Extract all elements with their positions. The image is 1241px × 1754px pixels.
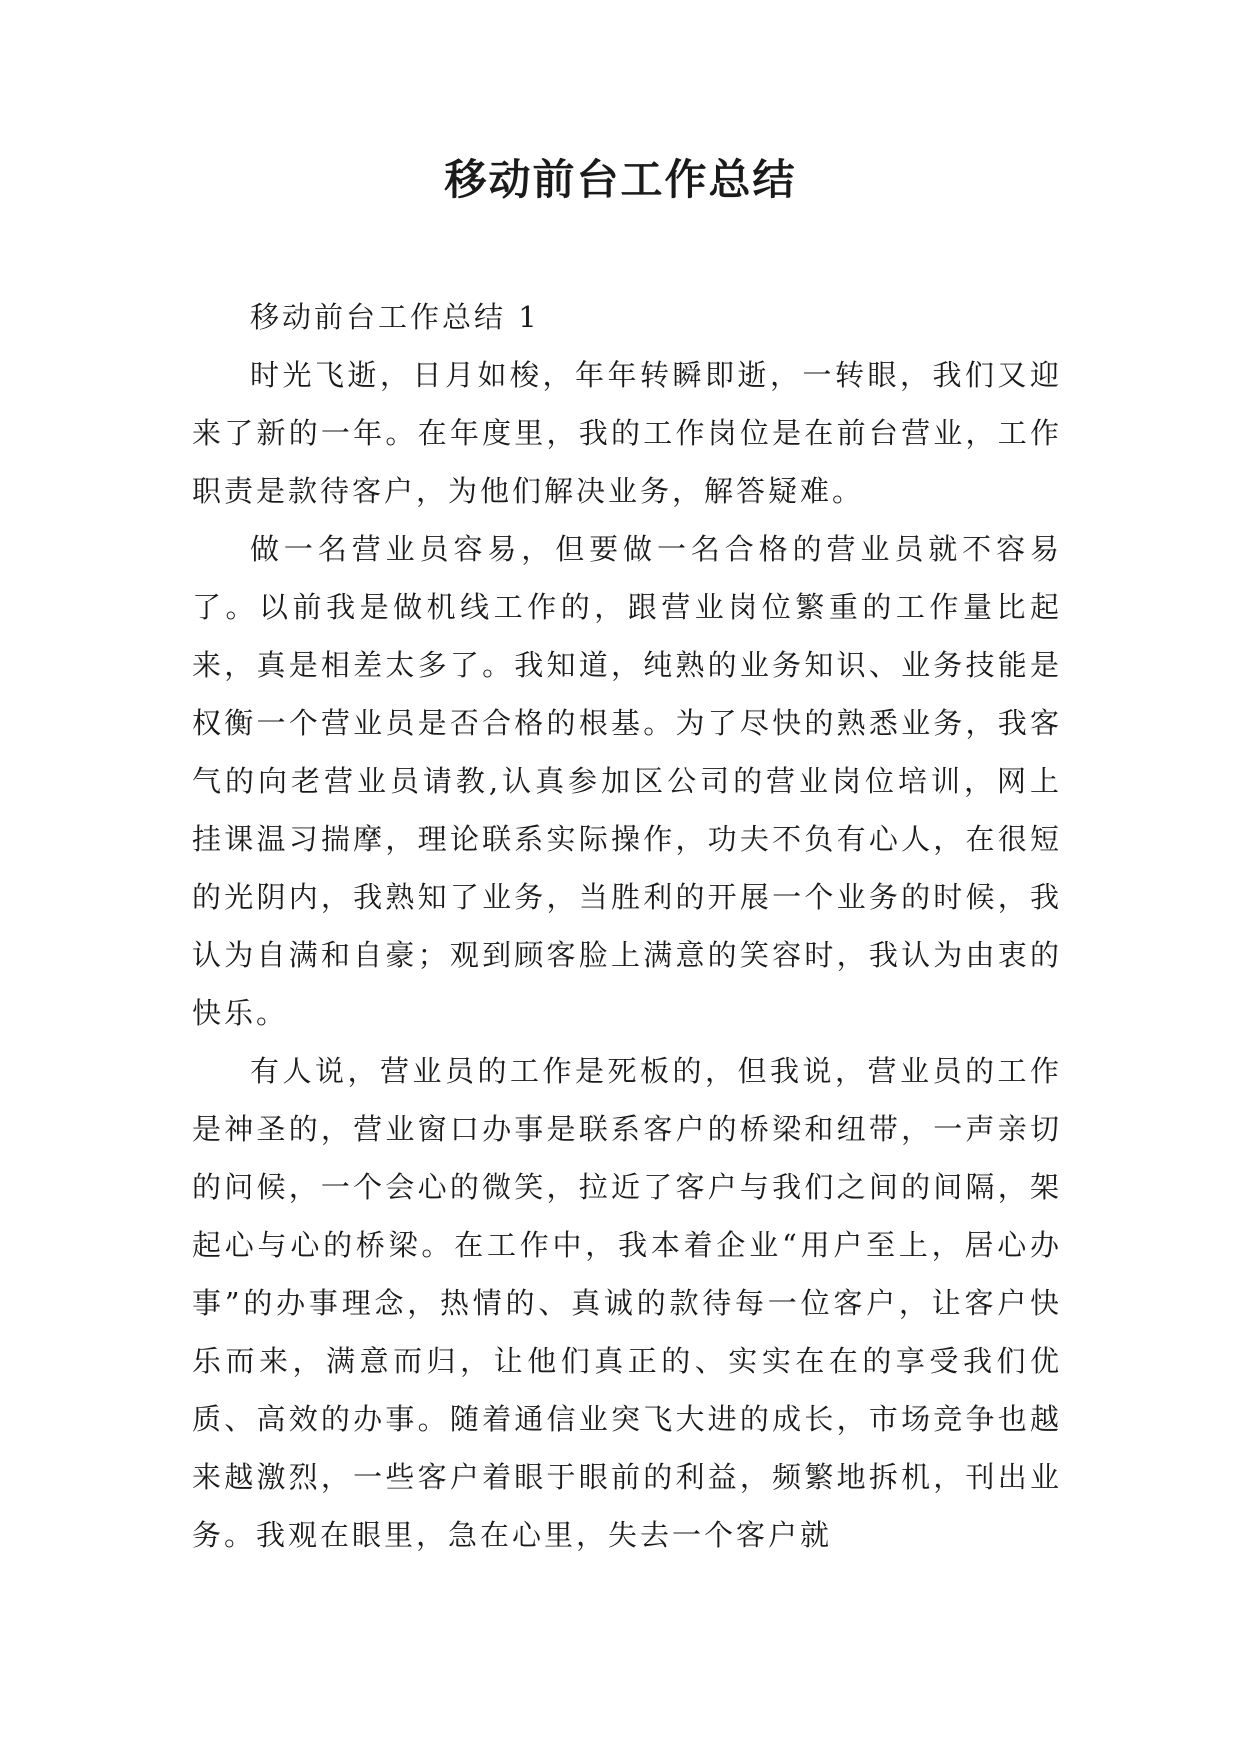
paragraph-2: 做一名营业员容易，但要做一名合格的营业员就不容易了。以前我是做机线工作的，跟营业岗位繁重的工作量比起来，真是相差太多了。我知道，纯熟的业务知识、业务技能是权衡一个营业员是否合格的根基。为了尽快的熟悉业务，我客气的向老营业员请教,认真参加区公司的营业岗位培训，网上挂课温习揣摩，理论联系实际操作，功夫不负有心人，在很短的光阴内，我熟知了业务，当胜利的开展一个业务的时候，我认为自满和自豪；观到顾客脸上满意的笑容时，我认为由衷的快乐。 bbox=[192, 532, 1062, 1030]
document-title: 移动前台工作总结 bbox=[444, 155, 797, 204]
document-body bbox=[192, 288, 1062, 1564]
paragraph-1: 时光飞逝，日月如梭，年年转瞬即逝，一转眼，我们又迎来了新的一年。在年度里，我的工作岗位是在前台营业，工作职责是款待客户，为他们解决业务，解答疑难。 bbox=[192, 358, 1062, 508]
paragraph-3: 有人说，营业员的工作是死板的，但我说，营业员的工作是神圣的，营业窗口办事是联系客户的桥梁和纽带，一声亲切的问候，一个会心的微笑，拉近了客户与我们之间的间隔，架起心与心的桥梁。在工作中，我本着企业“用户至上，居心办事”的办事理念，热情的、真诚的款待每一位客户，让客户快乐而来，满意而归，让他们真正的、实实在在的享受我们优质、高效的办事。随着通信业突飞大进的成长，市场竞争也越来越激烈，一些客户着眼于眼前的利益，频繁地拆机，刊出业务。我观在眼里，急在心里，失去一个客户就 bbox=[192, 1054, 1062, 1552]
section-heading: 移动前台工作总结 1 bbox=[250, 300, 540, 334]
